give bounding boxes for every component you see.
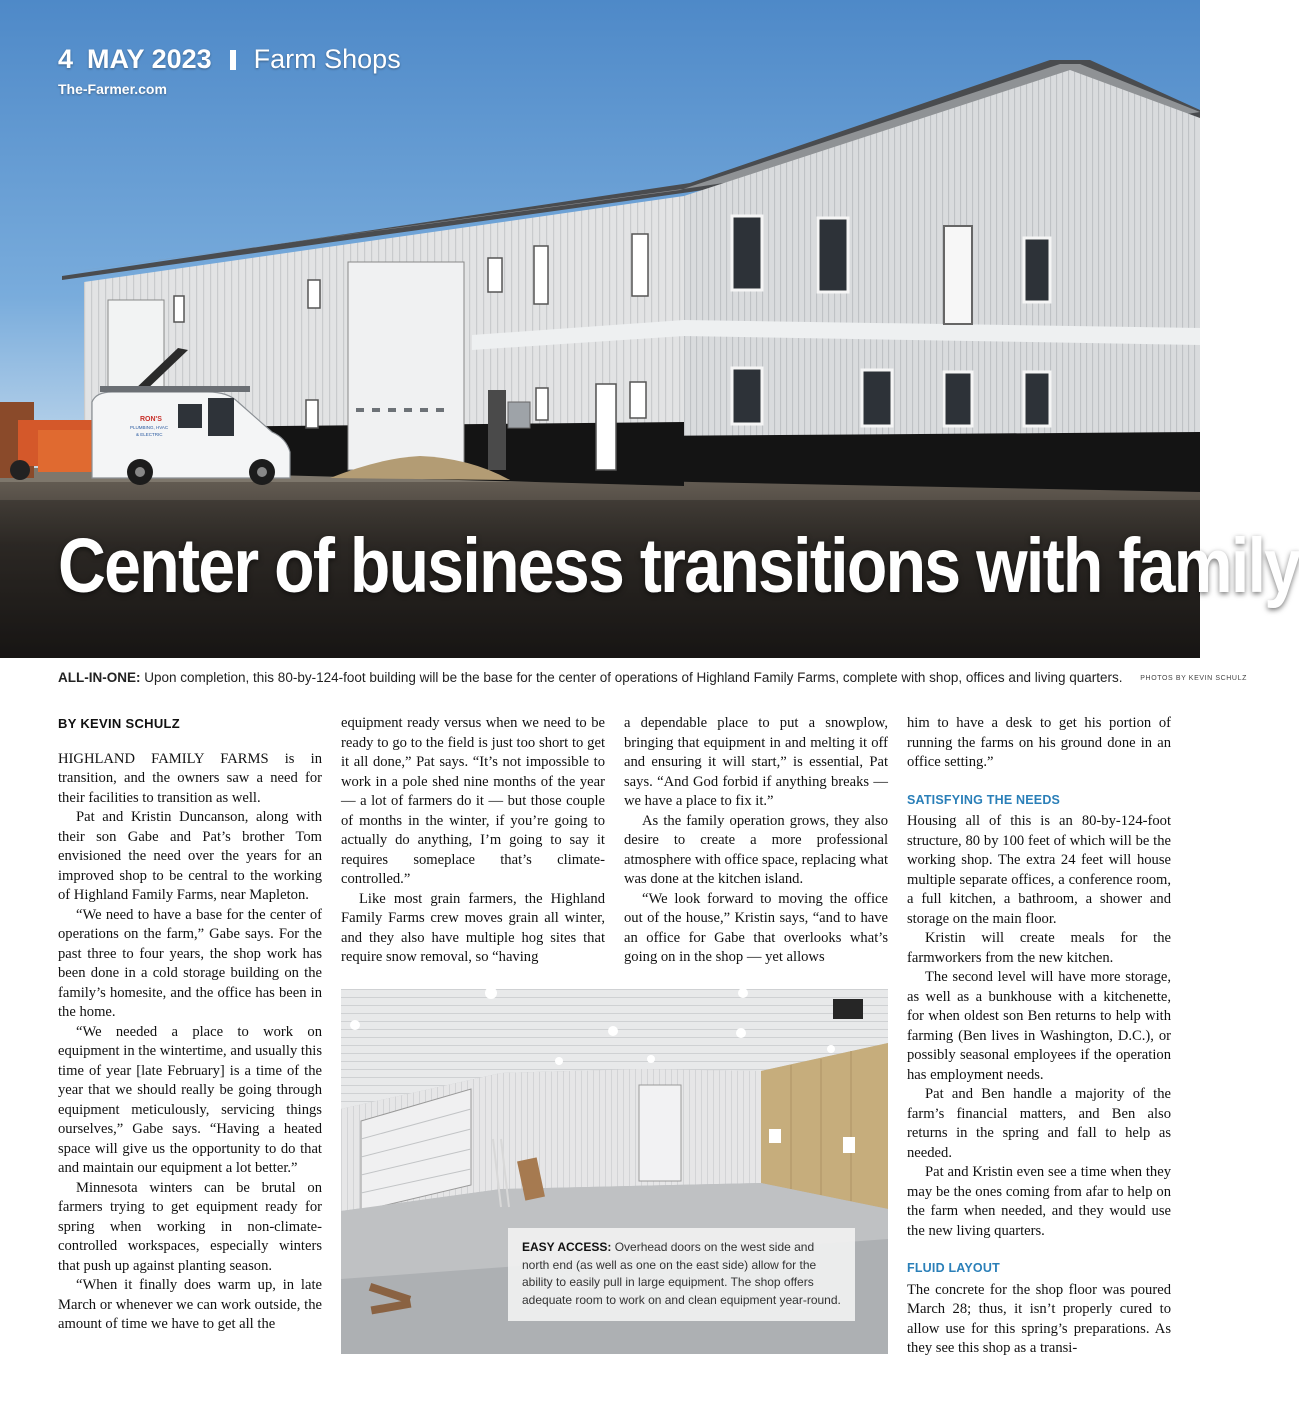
paragraph: The concrete for the shop floor was poured March 28; thus, it isn’t properly cured to allow use for this spring’s preparations. As they see this shop as a transi-	[907, 1281, 1171, 1356]
section-name: Farm Shops	[253, 44, 401, 74]
paragraph: a dependable place to put a snowplow, bringing that equipment in and melting it off and ensuring it will start,” is essential, Pat says. “And God forbid if anything breaks — we have a place to fix it.”	[624, 715, 888, 809]
paragraph: “We needed a place to work on equipment in the wintertime, and usually this time of year [late February] is a time of the year that we should really be going through equipment meticulously, servicing things ourselves,” Gabe says. “Having a heated space will give us the opportunity to do that and maintain our equipment a lot better.”	[58, 1023, 322, 1176]
van-sign-line1: RON'S	[140, 416, 162, 423]
issue-date: MAY 2023	[87, 44, 212, 74]
article-column-3	[624, 714, 888, 968]
paragraph: As the family operation grows, they also desire to create a more professional atmosphere with office space, replacing what was done at the kitchen island.	[624, 812, 888, 887]
hero-photo	[0, 0, 1299, 658]
paragraph: “We look forward to moving the office out of the house,” Kristin says, “and to have an office for Gabe that overlooks what’s going on in the shop — yet allows	[624, 890, 888, 965]
paragraph: The second level will have more storage, as well as a bunkhouse with a kitchenette, for when oldest son Ben returns to help with farming (Ben lives in Washington, D.C.), or possibly seasonal employees if the operation has employment needs.	[907, 969, 1171, 1083]
article-headline: Center of business transitions with family	[58, 523, 1299, 609]
interior-photo	[341, 989, 888, 1354]
paragraph: Pat and Kristin Duncanson, along with their son Gabe and Pat’s brother Tom envisioned the need over the years for an improved shop to be central to the working of Highland Family Farms, near Mapleton.	[58, 809, 322, 903]
paragraph: Pat and Kristin even see a time when they may be the ones coming from afar to help on the farm when needed, and they would use the new living quarters.	[907, 1164, 1171, 1239]
paragraph: Kristin will create meals for the farmworkers from the new kitchen.	[907, 930, 1171, 966]
paragraph: Pat and Ben handle a majority of the farm’s financial matters, and Ben also returns in the spring and fall to help as needed.	[907, 1086, 1171, 1161]
paragraph: Minnesota winters can be brutal on farmers trying to get equipment ready for spring when working in non-climate-controlled workspaces, especially winters that push up against planting season.	[58, 1179, 322, 1274]
interior-caption-text: Overhead doors on the west side and north end (as well as one on the east side) allow for the ability to easily pull in large equipment. The shop offers adequate room to work on and clean equipment year-round.	[522, 1240, 841, 1307]
paragraph: him to have a desk to get his portion of running the farms on his ground done in an office setting.”	[907, 715, 1171, 770]
subhead-satisfying-needs: SATISFYING THE NEEDS	[907, 792, 1061, 807]
article-column-2	[341, 714, 605, 968]
paragraph: “When it finally does warm up, in late March or whenever we can work outside, the amount of time we have to get all the	[58, 1277, 322, 1332]
paragraph: Like most grain farmers, the Highland Family Farms crew moves grain all winter, and they also have multiple hog sites that require snow removal, so “having	[341, 890, 605, 965]
subhead-fluid-layout: FLUID LAYOUT	[907, 1261, 1000, 1275]
paragraph: HIGHLAND FAMILY FARMS is in transition, and the owners saw a need for their facilities to transition as well.	[58, 750, 322, 806]
caption-text: Upon completion, this 80-by-124-foot building will be the base for the center of operations of Highland Family Farms, complete with shop, offices and living quarters.	[140, 670, 1123, 685]
byline: BY KEVIN SCHULZ	[58, 716, 180, 731]
article-column-4	[907, 714, 1171, 1359]
website-url: The-Farmer.com	[58, 81, 167, 97]
paragraph: equipment ready versus when we need to be ready to go to the field is just too short to get it all done,” Pat says. “It’s not impossible to work in a pole shed nine months of the year — a lot of farmers do it — but those couple of months in the winter, if you’re going to actually do anything, I’m going to say it requires someplace that’s climate-controlled.”	[341, 715, 605, 887]
van-sign-line3: & ELECTRIC	[136, 432, 163, 437]
hero-caption	[58, 670, 1247, 685]
article-column-1	[58, 714, 322, 1335]
page-folio	[58, 44, 401, 97]
paragraph: Housing all of this is an 80-by-124-foot structure, 80 by 100 feet of which will be the working shop. The extra 24 feet will house multiple separate offices, a conference room, a full kitchen, a bathroom, a shower and storage on the main floor.	[907, 813, 1171, 927]
folio-divider	[230, 50, 236, 70]
paragraph: “We need to have a base for the center of operations on the farm,” Gabe says. For the past three to four years, the shop work has been done in a cold storage building on the family’s homesite, and the office has been in the home.	[58, 906, 322, 1020]
page-number: 4	[58, 44, 74, 74]
caption-lead: ALL-IN-ONE:	[58, 670, 141, 685]
van-sign-line2: PLUMBING, HVAC	[130, 425, 169, 430]
interior-photo-caption	[508, 1228, 855, 1321]
interior-caption-lead: EASY ACCESS:	[522, 1240, 612, 1254]
photo-credit: PHOTOS BY KEVIN SCHULZ	[1140, 675, 1247, 682]
